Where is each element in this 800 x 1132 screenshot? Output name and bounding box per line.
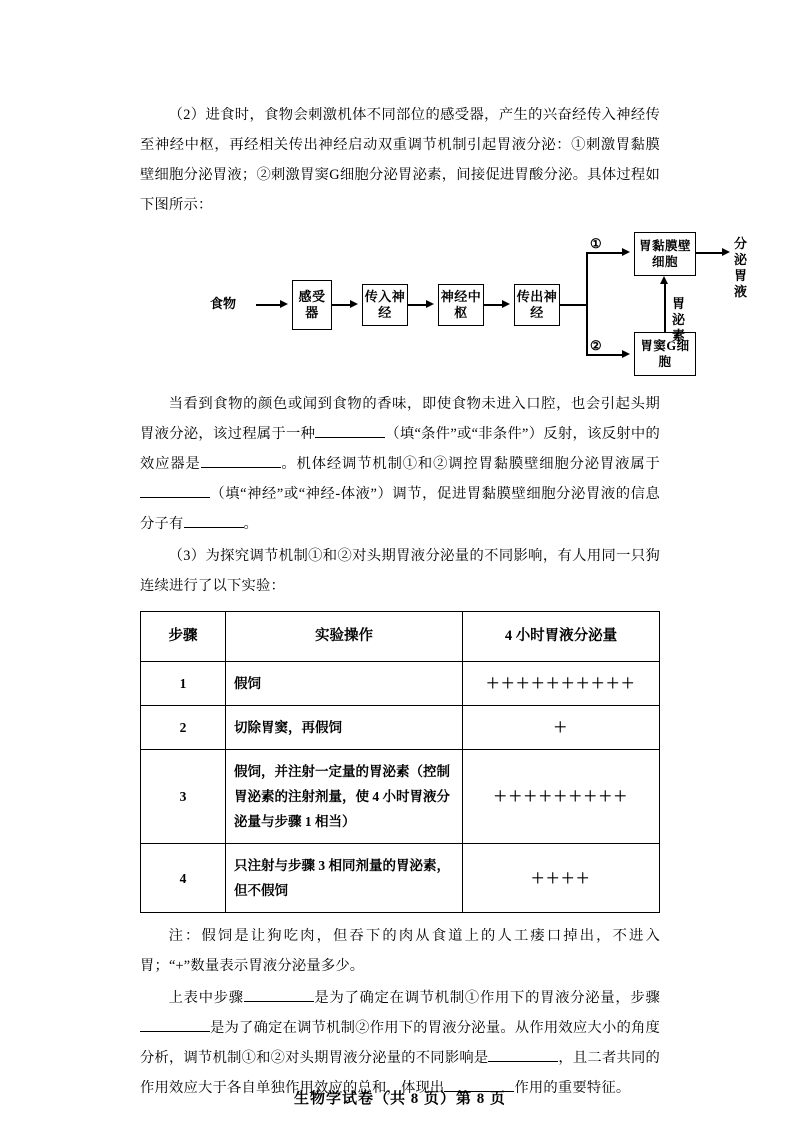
table-row (141, 662, 660, 706)
diagram-connector (484, 304, 504, 306)
final-seg-5: 作用的重要特征。 (514, 1080, 631, 1096)
diagram-label-secretion: 分泌胃液 (734, 236, 748, 299)
diagram-node-food: 食物 (210, 296, 237, 311)
cell-operation: 切除胃窦，再假饲 (226, 706, 463, 750)
para-seg-5: 。 (243, 516, 258, 532)
table-row (141, 750, 660, 844)
final-fill-in-blank-paragraph (140, 983, 660, 1103)
final-seg-4: ，且二者共同的作用效应大于各自单独作用效应的总和，体现出 (140, 1050, 660, 1096)
diagram-arrowhead (622, 350, 630, 358)
diagram-connector (586, 252, 624, 254)
diagram-arrowhead (280, 300, 288, 308)
table-header-row (141, 612, 660, 662)
question-2-text: （2）进食时，食物会刺激机体不同部位的感受器，产生的兴奋经传入神经传至神经中枢，再经相关传出神经启动双重调节机制引起胃液分泌：①刺激胃黏膜壁细胞分泌胃液；②刺激胃窦G细胞分泌胃泌素，间接促进胃酸分泌。具体过程如下图所示： (140, 107, 660, 213)
diagram-connector (696, 252, 724, 254)
diagram-arrowhead (502, 300, 510, 308)
diagram-arrowhead (426, 300, 434, 308)
diagram-node-receptor: 感受器 (292, 280, 332, 330)
cell-operation: 假饲，并注射一定量的胃泌素（控制胃泌素的注射剂量，使 4 小时胃液分泌量与步骤 1 相当） (226, 750, 463, 844)
cell-step: 1 (141, 662, 226, 706)
diagram-node-g-cell: 胃窦G细胞 (634, 332, 696, 376)
cell-step: 4 (141, 844, 226, 913)
experiment-table (140, 611, 660, 913)
cell-operation: 只注射与步骤 3 相同剂量的胃泌素，但不假饲 (226, 844, 463, 913)
diagram-connector (560, 304, 588, 306)
para-seg-2: （填“条件”或“非条件”）反射，该反射中的效应器是 (140, 426, 660, 472)
final-seg-2: 是为了确定在调节机制①作用下的胃液分泌量，步骤 (313, 990, 660, 1006)
para-seg-1: 当看到食物的颜色或闻到食物的香味，即使食物未进入口腔，也会引起头期胃液分泌，该过程属于一种 (140, 396, 660, 442)
answer-blank-1[interactable] (315, 423, 385, 438)
answer-blank-7[interactable] (488, 1047, 558, 1062)
table-row (141, 706, 660, 750)
final-seg-3: 是为了确定在调节机制②作用下的胃液分泌量。从作用效应大小的角度分析，调节机制①和②对头期胃液分泌量的不同影响是 (140, 1020, 660, 1066)
diagram-arrowhead (350, 300, 358, 308)
table-note: 注：假饲是让狗吃肉，但吞下的肉从食道上的人工瘘口掉出，不进入胃；“+”数量表示胃液分泌量多少。 (140, 928, 660, 974)
cell-step: 3 (141, 750, 226, 844)
cell-operation: 假饲 (226, 662, 463, 706)
table-header-amount: 4 小时胃液分泌量 (463, 612, 660, 662)
diagram-arrowhead (660, 276, 668, 284)
diagram-mark-two: ② (590, 338, 602, 353)
cell-amount: ＋＋＋＋＋＋＋＋＋ (463, 750, 660, 844)
page-footer: 生物学试卷（共 8 页）第 8 页 (293, 1091, 506, 1107)
diagram-branch-vertical (586, 252, 588, 356)
cell-amount: ＋＋＋＋＋＋＋＋＋＋ (463, 662, 660, 706)
diagram-node-nerve-center: 神经中枢 (438, 284, 484, 326)
cell-amount: ＋＋＋＋ (463, 844, 660, 913)
cell-step: 2 (141, 706, 226, 750)
answer-blank-6[interactable] (140, 1017, 210, 1032)
diagram-gastrin-line (664, 282, 666, 332)
diagram-node-parietal-cell: 胃黏膜壁细胞 (634, 232, 696, 276)
cell-amount: ＋ (463, 706, 660, 750)
answer-blank-4[interactable] (184, 513, 244, 528)
diagram-arrowhead (722, 248, 730, 256)
answer-blank-5[interactable] (244, 987, 314, 1002)
diagram-arrowhead (622, 248, 630, 256)
diagram-connector (332, 304, 352, 306)
flow-diagram (140, 234, 748, 379)
para-seg-4: （填“神经”或“神经-体液”）调节，促进胃黏膜壁细胞分泌胃液的信息分子有 (140, 486, 660, 532)
diagram-label-gastrin: 胃泌素 (672, 296, 686, 343)
diagram-mark-one: ① (590, 236, 602, 251)
table-header-step: 步骤 (141, 612, 226, 662)
answer-blank-2[interactable] (201, 453, 281, 468)
answer-blank-3[interactable] (140, 483, 210, 498)
diagram-node-afferent-nerve: 传入神经 (362, 284, 408, 326)
table-header-operation: 实验操作 (226, 612, 463, 662)
diagram-node-efferent-nerve: 传出神经 (514, 284, 560, 326)
diagram-connector (256, 304, 282, 306)
table-row (141, 844, 660, 913)
question-3-text: （3）为探究调节机制①和②对头期胃液分泌量的不同影响，有人用同一只狗连续进行了以下实验： (140, 548, 660, 594)
diagram-connector (408, 304, 428, 306)
para-seg-3: 。机体经调节机制①和②调控胃黏膜壁细胞分泌胃液属于 (280, 456, 660, 472)
fill-in-blank-paragraph (140, 389, 660, 539)
final-seg-1: 上表中步骤 (168, 990, 244, 1006)
diagram-connector (586, 354, 624, 356)
